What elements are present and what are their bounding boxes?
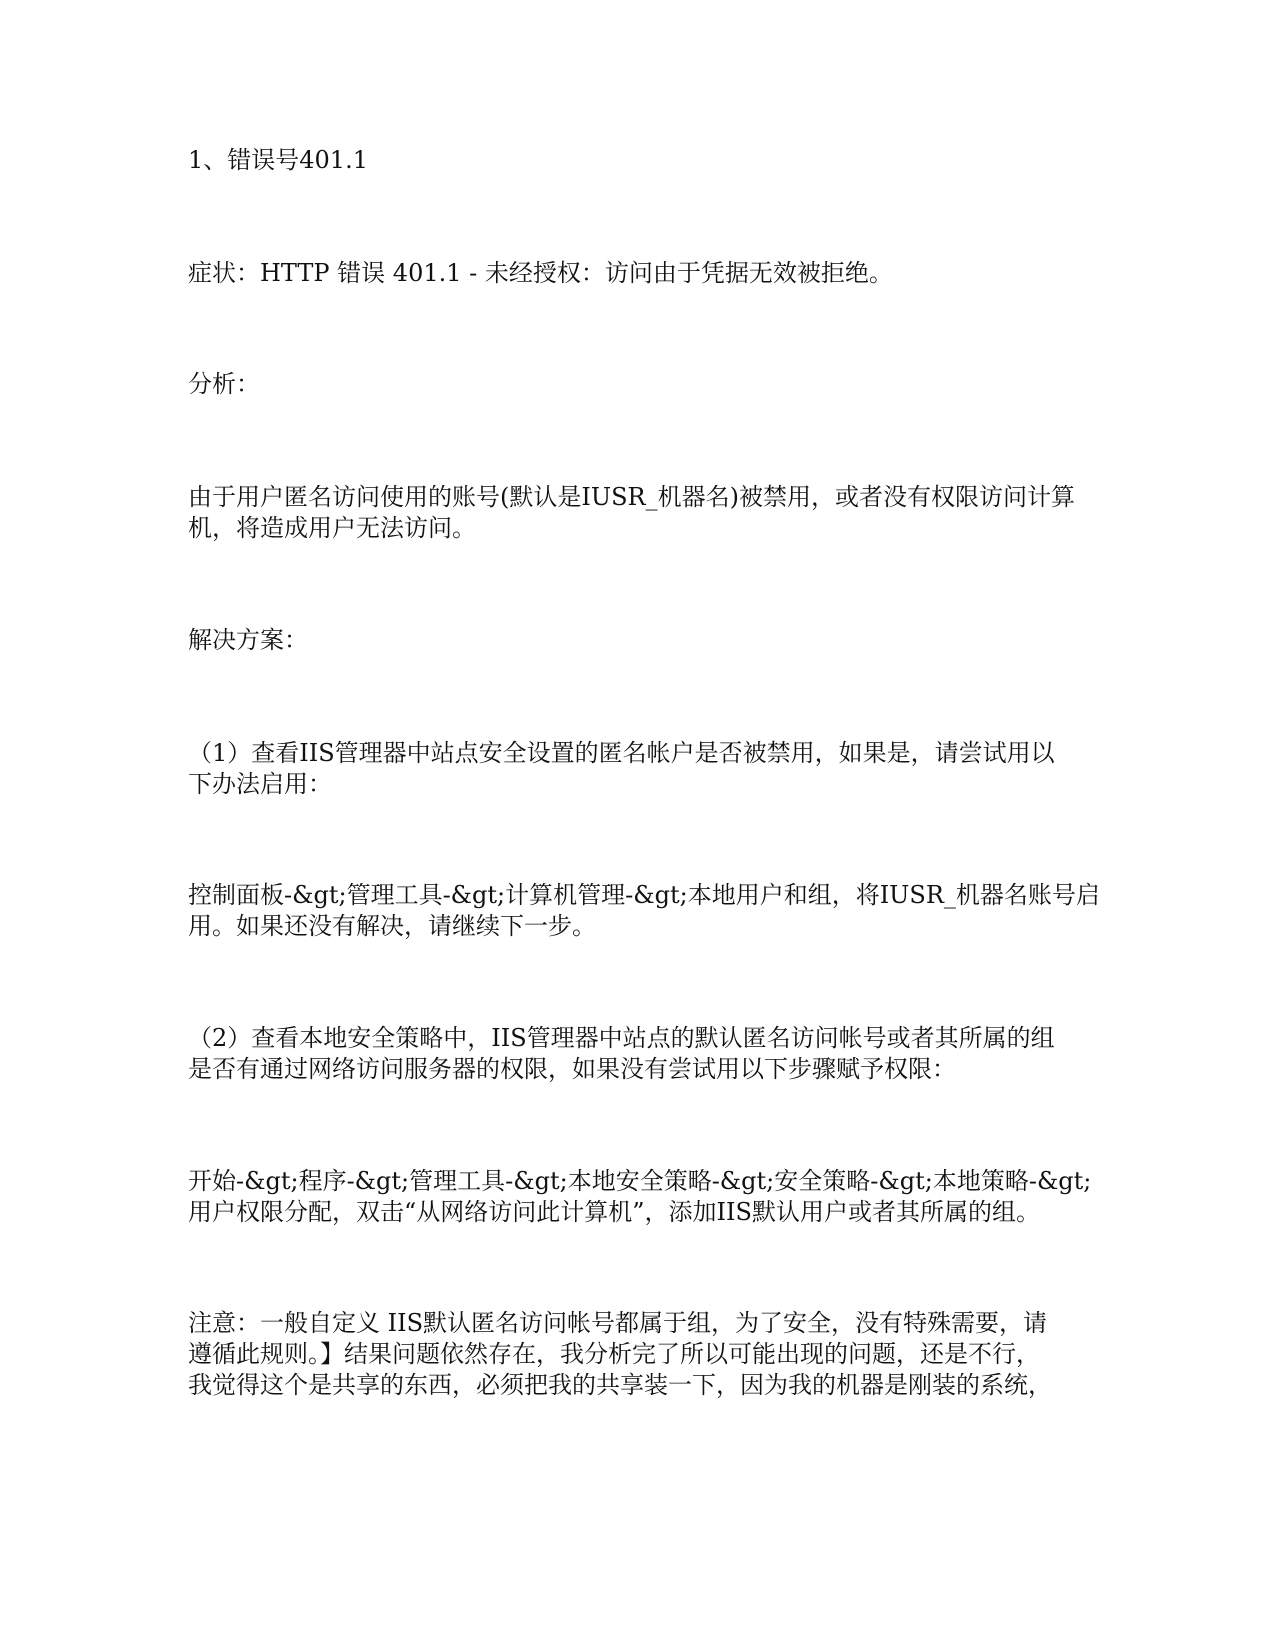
note-line-1: 注意：一般自定义 IIS默认匿名访问帐号都属于组，为了安全，没有特殊需要，请 <box>188 1309 1048 1337</box>
step1-path-line-1: 控制面板-&gt;管理工具-&gt;计算机管理-&gt;本地用户和组，将IUSR_机器名账号启 <box>188 881 1100 909</box>
step1-paragraph <box>188 738 1083 800</box>
analysis-line-1: 由于用户匿名访问使用的账号(默认是IUSR_机器名)被禁用，或者没有权限访问计算 <box>188 483 1075 511</box>
step2-path-paragraph <box>188 1166 1092 1228</box>
solution-label <box>188 625 1083 656</box>
solution-label-text: 解决方案： <box>188 626 308 654</box>
section-heading <box>188 145 1083 176</box>
note-line-2: 遵循此规则。】结果问题依然存在，我分析完了所以可能出现的问题，还是不行， <box>188 1340 1040 1368</box>
analysis-label <box>188 369 1083 400</box>
step1-path-paragraph <box>188 880 1100 942</box>
symptom-paragraph <box>188 258 1083 289</box>
analysis-line-2: 机，将造成用户无法访问。 <box>188 514 476 542</box>
step2-line-2: 是否有通过网络访问服务器的权限，如果没有尝试用以下步骤赋予权限： <box>188 1055 956 1083</box>
step1-line-1: （1）查看IIS管理器中站点安全设置的匿名帐户是否被禁用，如果是，请尝试用以 <box>188 739 1055 767</box>
step2-path-line-1: 开始-&gt;程序-&gt;管理工具-&gt;本地安全策略-&gt;安全策略-&gt;本地策略-&gt; <box>188 1167 1092 1195</box>
symptom-text: 症状：HTTP 错误 401.1 - 未经授权：访问由于凭据无效被拒绝。 <box>188 259 893 287</box>
step1-path-line-2: 用。如果还没有解决，请继续下一步。 <box>188 912 596 940</box>
heading-text: 1、错误号401.1 <box>188 146 368 174</box>
analysis-label-text: 分析： <box>188 370 260 398</box>
step2-line-1: （2）查看本地安全策略中，IIS管理器中站点的默认匿名访问帐号或者其所属的组 <box>188 1024 1055 1052</box>
note-paragraph <box>188 1308 1083 1401</box>
step2-path-line-2: 用户权限分配，双击“从网络访问此计算机”，添加IIS默认用户或者其所属的组。 <box>188 1198 1040 1226</box>
note-line-3: 我觉得这个是共享的东西，必须把我的共享装一下，因为我的机器是刚装的系统， <box>188 1371 1052 1399</box>
analysis-paragraph <box>188 482 1083 544</box>
step1-line-2: 下办法启用： <box>188 770 332 798</box>
step2-paragraph <box>188 1023 1083 1085</box>
